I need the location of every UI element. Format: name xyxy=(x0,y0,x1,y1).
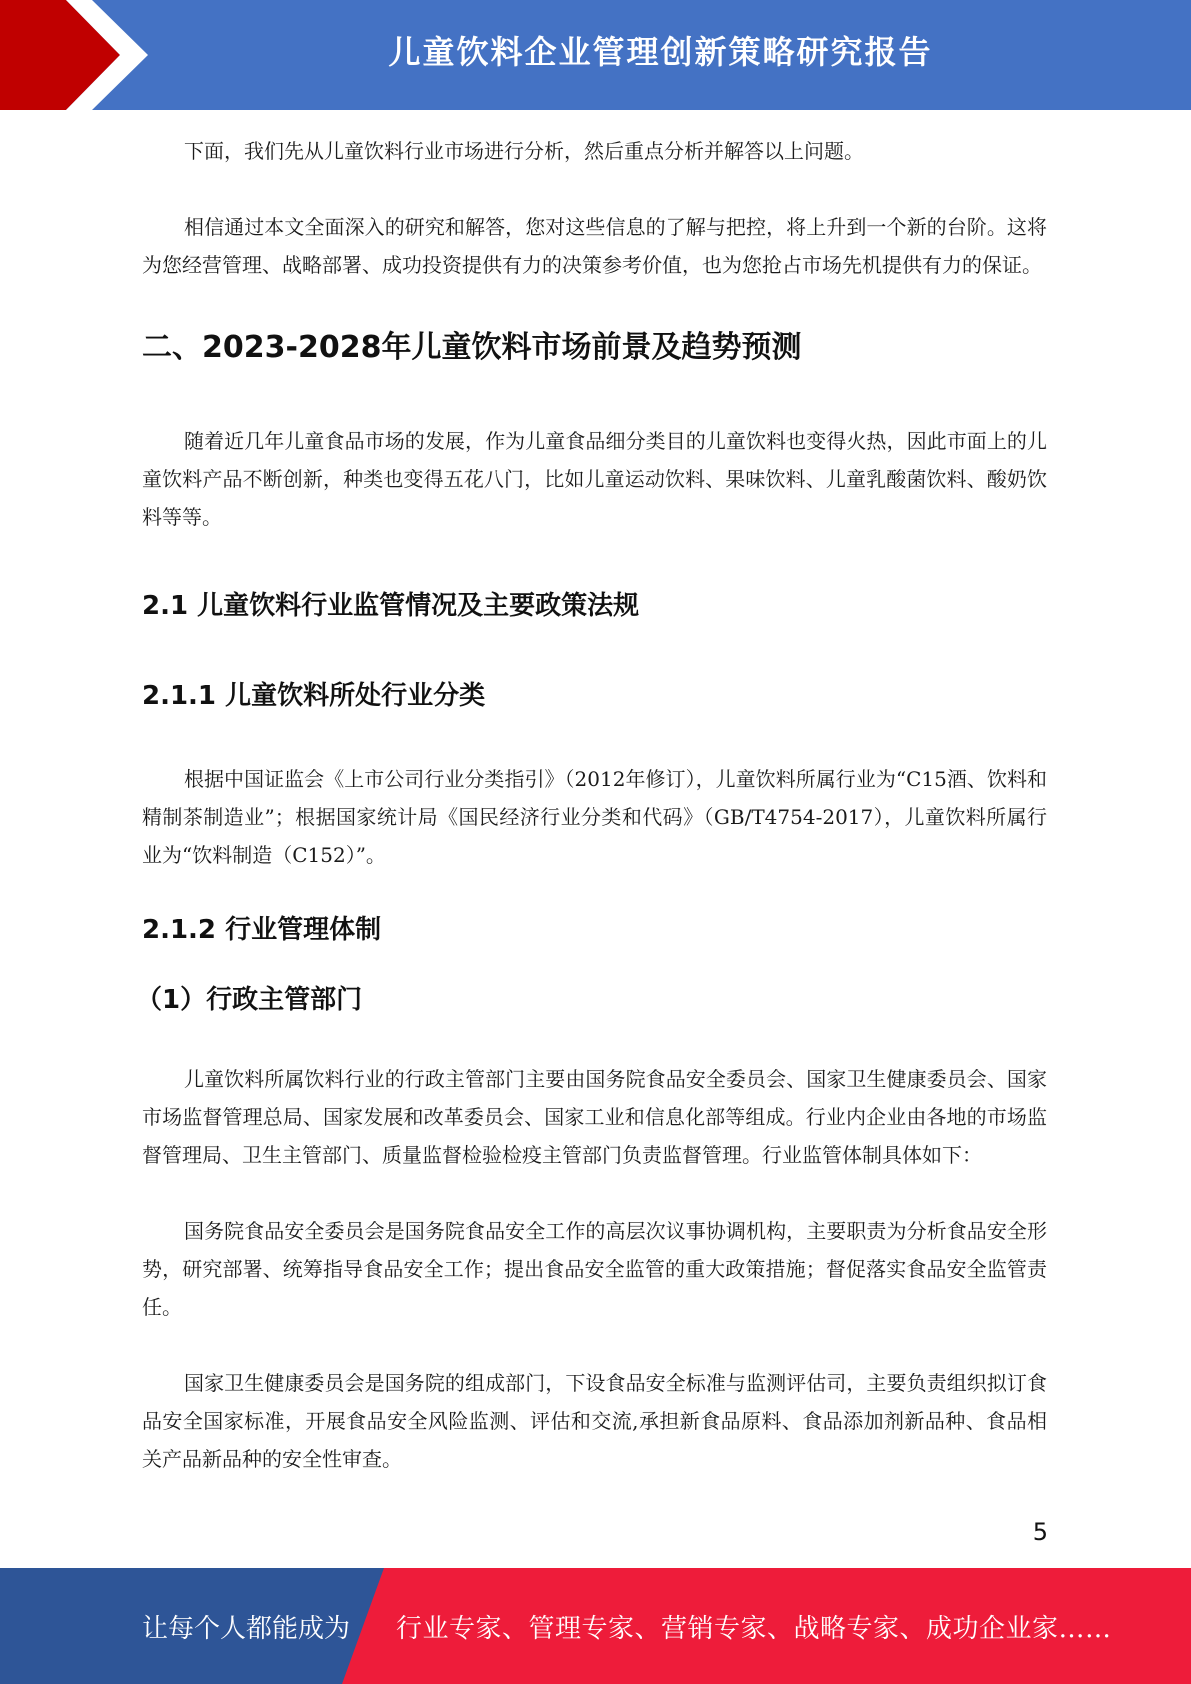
paragraph: 国务院食品安全委员会是国务院食品安全工作的高层次议事协调机构，主要职责为分析食品安全形势，研究部署、统筹指导食品安全工作；提出食品安全监管的重大政策措施；督促落实食品安全监管责任。 xyxy=(142,1219,1047,1319)
subsection-heading: （1）行政主管部门 xyxy=(136,985,363,1015)
footer-slogan-left: 让每个人都能成为 xyxy=(142,1613,351,1644)
footer-slogan-right: 行业专家、管理专家、营销专家、战略专家、成功企业家…… xyxy=(396,1613,1112,1644)
paragraph: 相信通过本文全面深入的研究和解答，您对这些信息的了解与把控，将上升到一个新的台阶。这将为您经营管理、战略部署、成功投资提供有力的决策参考价值，也为您抢占市场先机提供有力的保证。 xyxy=(142,215,1047,277)
subsection-heading: 2.1.2 行业管理体制 xyxy=(142,915,382,945)
header-arrow-decoration xyxy=(0,0,160,110)
subsection-heading: 2.1 儿童饮料行业监管情况及主要政策法规 xyxy=(142,591,640,621)
page-content xyxy=(136,132,1047,1478)
paragraph: 根据中国证监会《上市公司行业分类指引》（2012年修订），儿童饮料所属行业为“C15酒、饮料和精制茶制造业”；根据国家统计局《国民经济行业分类和代码》（GB/T4754-2017），儿童饮料所属行业为“饮料制造（C152）”。 xyxy=(142,767,1047,867)
page-number: 5 xyxy=(1032,1518,1048,1546)
paragraph: 下面，我们先从儿童饮料行业市场进行分析，然后重点分析并解答以上问题。 xyxy=(184,139,864,163)
paragraph: 儿童饮料所属饮料行业的行政主管部门主要由国务院食品安全委员会、国家卫生健康委员会、国家市场监督管理总局、国家发展和改革委员会、国家工业和信息化部等组成。行业内企业由各地的市场监督管理局、卫生主管部门、质量监督检验检疫主管部门负责监督管理。行业监管体制具体如下： xyxy=(142,1067,1047,1167)
page-footer xyxy=(0,1568,1191,1684)
section-heading: 二、2023-2028年儿童饮料市场前景及趋势预测 xyxy=(142,330,802,365)
subsection-heading: 2.1.1 儿童饮料所处行业分类 xyxy=(142,681,486,711)
paragraph: 国家卫生健康委员会是国务院的组成部门，下设食品安全标准与监测评估司，主要负责组织拟订食品安全国家标准，开展食品安全风险监测、评估和交流,承担新食品原料、食品添加剂新品种、食品相关产品新品种的安全性审查。 xyxy=(142,1371,1047,1471)
paragraph: 随着近几年儿童食品市场的发展，作为儿童食品细分类目的儿童饮料也变得火热，因此市面上的儿童饮料产品不断创新，种类也变得五花八门，比如儿童运动饮料、果味饮料、儿童乳酸菌饮料、酸奶饮料等等。 xyxy=(142,429,1047,529)
report-title: 儿童饮料企业管理创新策略研究报告 xyxy=(388,33,933,71)
page-header xyxy=(0,0,1191,110)
